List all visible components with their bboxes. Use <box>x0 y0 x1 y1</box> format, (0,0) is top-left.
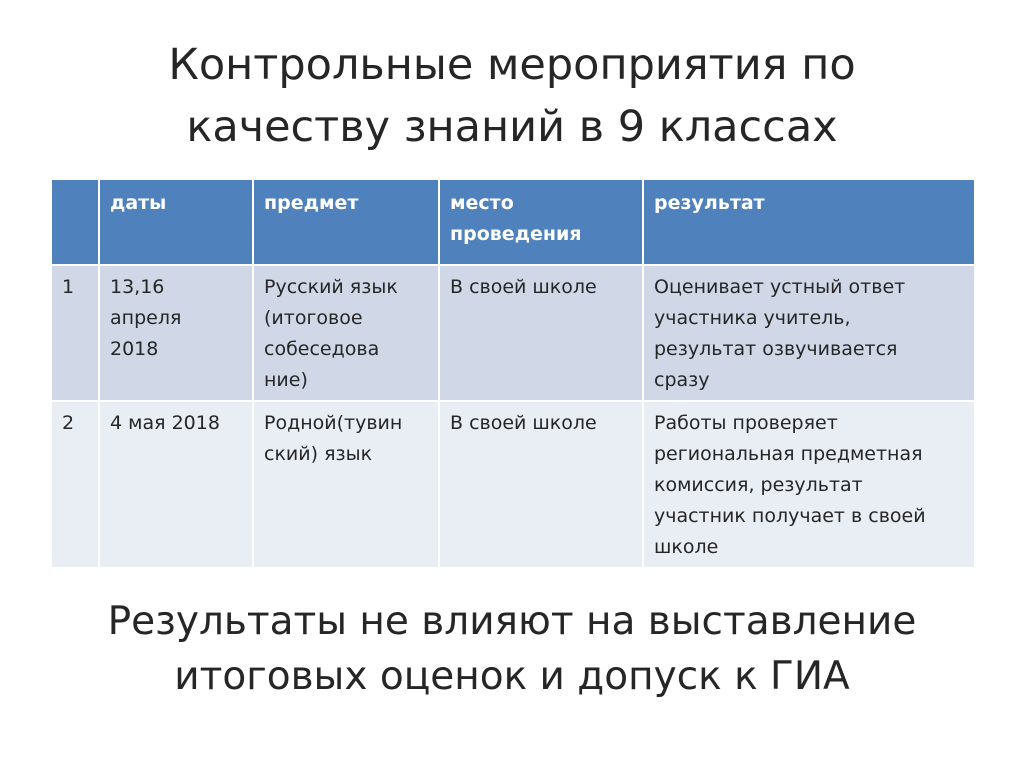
header-result: результат <box>643 179 975 265</box>
footer-note <box>0 594 1024 704</box>
footer-note-line-2: итоговых оценок и допуск к ГИА <box>174 654 850 699</box>
cell-location: В своей школе <box>439 265 643 401</box>
cell-subject: Русский язык (итоговое собеседова ние) <box>253 265 439 401</box>
slide-title-line-1: Контрольные мероприятия по <box>168 40 856 90</box>
slide-title <box>0 34 1024 158</box>
header-dates: даты <box>99 179 253 265</box>
table-row <box>51 265 975 401</box>
cell-dates: 4 мая 2018 <box>99 401 253 568</box>
cell-result: Работы проверяет региональная предметная комиссия, результат участник получает в своей школе <box>643 401 975 568</box>
footer-note-line-1: Результаты не влияют на выставление <box>107 599 917 644</box>
table-row <box>51 401 975 568</box>
events-table <box>50 178 976 569</box>
cell-result: Оценивает устный ответ участника учитель, результат озвучивается сразу <box>643 265 975 401</box>
slide-title-line-2: качеству знаний в 9 классах <box>186 102 838 152</box>
header-location-text: место проведения <box>450 192 582 245</box>
cell-dates: 13,16 апреля 2018 <box>99 265 253 401</box>
header-number <box>51 179 99 265</box>
header-location <box>439 179 643 265</box>
cell-number: 1 <box>51 265 99 401</box>
header-subject: предмет <box>253 179 439 265</box>
cell-subject: Родной(тувин ский) язык <box>253 401 439 568</box>
cell-number: 2 <box>51 401 99 568</box>
cell-location: В своей школе <box>439 401 643 568</box>
table-header-row <box>51 179 975 265</box>
